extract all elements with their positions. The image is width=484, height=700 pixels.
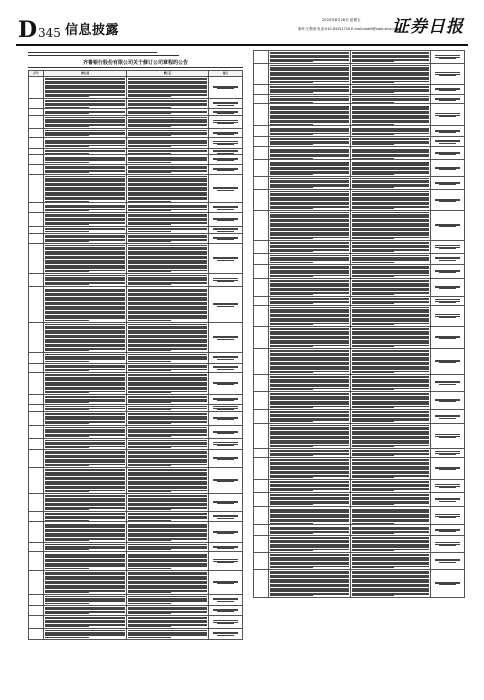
table-row bbox=[254, 160, 465, 177]
table-row bbox=[254, 391, 465, 409]
amendment-table-right bbox=[253, 50, 465, 598]
table-row bbox=[254, 190, 465, 211]
table-row bbox=[254, 457, 465, 479]
table-row bbox=[254, 264, 465, 278]
table-row bbox=[254, 241, 465, 254]
table-row bbox=[254, 95, 465, 104]
table-row bbox=[254, 535, 465, 552]
table-row bbox=[254, 278, 465, 296]
table-row bbox=[29, 522, 243, 543]
masthead bbox=[16, 16, 468, 46]
page-number: 345 bbox=[38, 26, 61, 40]
table-row bbox=[254, 126, 465, 136]
table-row bbox=[29, 287, 243, 323]
table-row bbox=[29, 405, 243, 412]
date-line: 2020年8月28日 星期五 bbox=[322, 18, 361, 22]
table-row bbox=[29, 353, 243, 363]
table-row bbox=[254, 569, 465, 597]
amendment-table-left bbox=[28, 70, 243, 640]
table-row bbox=[254, 211, 465, 241]
table-row bbox=[29, 233, 243, 243]
table-row bbox=[254, 306, 465, 327]
table-row bbox=[29, 116, 243, 129]
table-row bbox=[254, 326, 465, 348]
table-row bbox=[29, 244, 243, 274]
table-row bbox=[254, 296, 465, 305]
table-row bbox=[254, 84, 465, 94]
table-row bbox=[254, 424, 465, 449]
table-row bbox=[254, 493, 465, 507]
header-after: 修订后 bbox=[127, 71, 208, 77]
table-row bbox=[29, 552, 243, 570]
table-row bbox=[254, 507, 465, 525]
table-row bbox=[254, 147, 465, 160]
table-row bbox=[29, 226, 243, 233]
table-row bbox=[254, 64, 465, 85]
table-row bbox=[29, 543, 243, 552]
notice-preamble bbox=[28, 50, 243, 70]
table-row bbox=[29, 203, 243, 212]
table-row bbox=[254, 104, 465, 126]
table-row bbox=[29, 212, 243, 226]
header-no: 序号 bbox=[29, 71, 44, 77]
table-row bbox=[254, 177, 465, 190]
table-row bbox=[29, 138, 243, 148]
table-row bbox=[29, 148, 243, 155]
table-row bbox=[29, 493, 243, 511]
table-row bbox=[29, 616, 243, 629]
newspaper-logo: 证券日报 bbox=[392, 17, 464, 37]
table-row bbox=[254, 51, 465, 64]
table-row bbox=[29, 99, 243, 109]
table-row bbox=[29, 363, 243, 372]
table-row bbox=[254, 409, 465, 423]
header-before: 修订前 bbox=[43, 71, 126, 77]
table-row bbox=[29, 129, 243, 138]
table-row bbox=[254, 448, 465, 457]
table-row bbox=[29, 394, 243, 404]
table-row bbox=[29, 449, 243, 467]
table-row bbox=[29, 372, 243, 394]
table-row bbox=[29, 605, 243, 615]
table-row bbox=[254, 552, 465, 569]
table-row bbox=[29, 175, 243, 203]
table-row bbox=[29, 595, 243, 605]
table-row bbox=[29, 570, 243, 595]
left-column bbox=[28, 50, 243, 686]
table-row bbox=[29, 155, 243, 164]
notice-title: 齐鲁银行股份有限公司关于修订公司章程的公告 bbox=[82, 60, 188, 66]
table-row bbox=[29, 467, 243, 493]
table-row bbox=[254, 374, 465, 391]
table-row bbox=[254, 479, 465, 492]
section-letter: D bbox=[18, 17, 38, 43]
table-row bbox=[29, 164, 243, 174]
table-row bbox=[254, 254, 465, 264]
table-row bbox=[29, 426, 243, 439]
table-row bbox=[29, 323, 243, 353]
right-column bbox=[253, 50, 465, 686]
table-row bbox=[254, 348, 465, 374]
table-row bbox=[29, 629, 243, 639]
contact-line: 制作:王敬涛 电话:010-83251716 E-mail:zqrb9@zqrb.sina.net bbox=[298, 27, 399, 31]
table-row bbox=[29, 109, 243, 116]
header-remark: 备注 bbox=[208, 71, 242, 77]
masthead-rule bbox=[16, 44, 468, 46]
table-row bbox=[254, 525, 465, 535]
table-row bbox=[29, 411, 243, 425]
table-row bbox=[29, 274, 243, 287]
table-row bbox=[29, 439, 243, 449]
table-row bbox=[254, 136, 465, 146]
section-title: 信息披露 bbox=[65, 23, 120, 38]
table-row bbox=[29, 511, 243, 521]
table-row bbox=[29, 77, 243, 99]
